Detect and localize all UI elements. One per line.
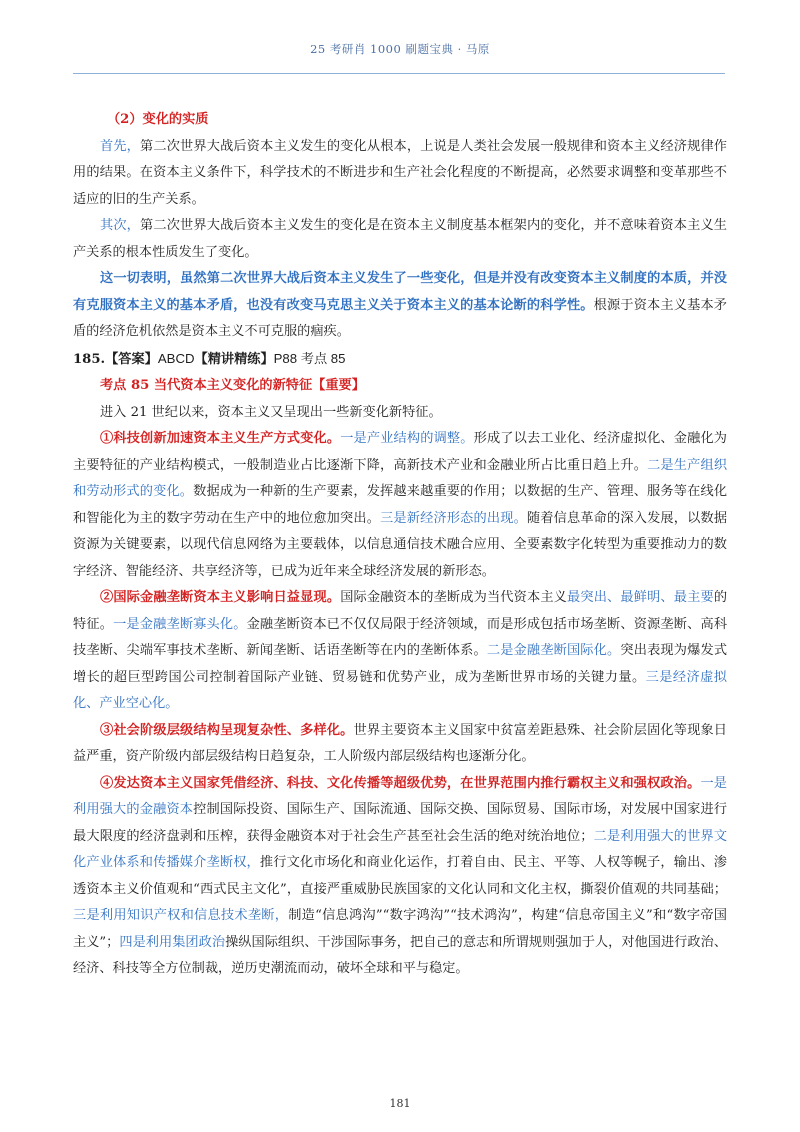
item-four: ④发达资本主义国家凭借经济、科技、文化传播等超级优势，在世界范围内推行霸权主义和强权政治。一是利用强大的金融资本控制国际投资、国际生产、国际流通、国际交换、国际贸易、国际市场，对发展中国家进行最大限度的经济盘剥和压榨，获得金融资本对于社会生产甚至社会生活的绝对统治地位；二是利用强大的世界文化产业体系和传播媒介垄断权，推行文化市场化和商业化运作，打着自由、民主、平等、人权等幌子，输出、渗透资本主义价值观和“西式民主文化”，直接严重威胁民族国家的文化认同和文化主权，撕裂价值观的共同基础；三是利用知识产权和信息技术垄断，制造“信息鸿沟”“数字鸿沟”“技术鸿沟”，构建“信息帝国主义”和“数字帝国主义”；四是利用集团政治操纵国际组织、干涉国际事务，把自己的意志和所谓规则强加于人，对他国进行政治、经济、科技等全方位制裁，逆历史潮流而动，破坏全球和平与稳定。 (73, 775, 728, 976)
page-body (73, 107, 727, 983)
kaodian-heading: 考点 85 当代资本主义变化的新特征【重要】 (100, 378, 365, 393)
item-one: ①科技创新加速资本主义生产方式变化。一是产业结构的调整。形成了以去工业化、经济虚拟化、金融化为主要特征的产业结构模式，一般制造业占比逐渐下降，高新技术产业和金融业所占比重日趋上升。二是生产组织和劳动形式的变化。数据成为一种新的生产要素，发挥越来越重要的作用；以数据的生产、管理、服务等在线化和智能化为主的数字劳动在生产中的地位愈加突出。三是新经济形态的出现。随着信息革命的深入发展，以数据资源为关键要素，以现代信息网络为主要载体，以信息通信技术融合应用、全要素数字化转型为重要推动力的数字经济、智能经济、共享经济等，已成为近年来全球经济发展的新形态。 (73, 431, 728, 579)
running-header: 25 考研肖 1000 刷题宝典 · 马原 (310, 42, 490, 56)
section-title: （2）变化的实质 (107, 112, 209, 127)
paragraph-second: 其次，第二次世界大战后资本主义发生的变化是在资本主义制度基本框架内的变化，并不意味着资本主义生产关系的根本性质发生了变化。 (73, 218, 727, 260)
paragraph-first: 首先，第二次世界大战后资本主义发生的变化从根本，上说是人类社会发展一般规律和资本主义经济规律作用的结果。在资本主义条件下，科学技术的不断进步和生产社会化程度的不断提高，必然要求调整和变革那些不适应的旧的生产关系。 (73, 138, 727, 207)
item-three: ③社会阶级层级结构呈现复杂性、多样化。世界主要资本主义国家中贫富差距悬殊、社会阶层固化等现象日益严重，资产阶级内部层级结构日趋复杂，工人阶级内部层级结构也逐渐分化。 (73, 722, 727, 764)
page-number: 181 (389, 1097, 411, 1110)
header-divider (73, 73, 725, 74)
answer-line: 185.【答案】ABCD【精讲精练】P88 考点 85 (73, 350, 346, 367)
item-two: ②国际金融垄断资本主义影响日益显现。国际金融资本的垄断成为当代资本主义最突出、最鲜明、最主要的特征。一是金融垄断寡头化。金融垄断资本已不仅仅局限于经济领域，而是形成包括市场垄断、资源垄断、高科技垄断、尖端军事技术垄断、新闻垄断、话语垄断等在内的垄断体系。二是金融垄断国际化。突出表现为爆发式增长的超巨型跨国公司控制着国际产业链、贸易链和优势产业，成为垄断世界市场的关键力量。三是经济虚拟化、产业空心化。 (73, 590, 728, 711)
paragraph-conclusion: 这一切表明，虽然第二次世界大战后资本主义发生了一些变化，但是并没有改变资本主义制度的本质，并没有克服资本主义的基本矛盾，也没有改变马克思主义关于资本主义的基本论断的科学性。根源于资本主义基本矛盾的经济危机依然是资本主义不可克服的痼疾。 (73, 271, 727, 339)
intro-paragraph: 进入 21 世纪以来，资本主义又呈现出一些新变化新特征。 (100, 404, 442, 420)
